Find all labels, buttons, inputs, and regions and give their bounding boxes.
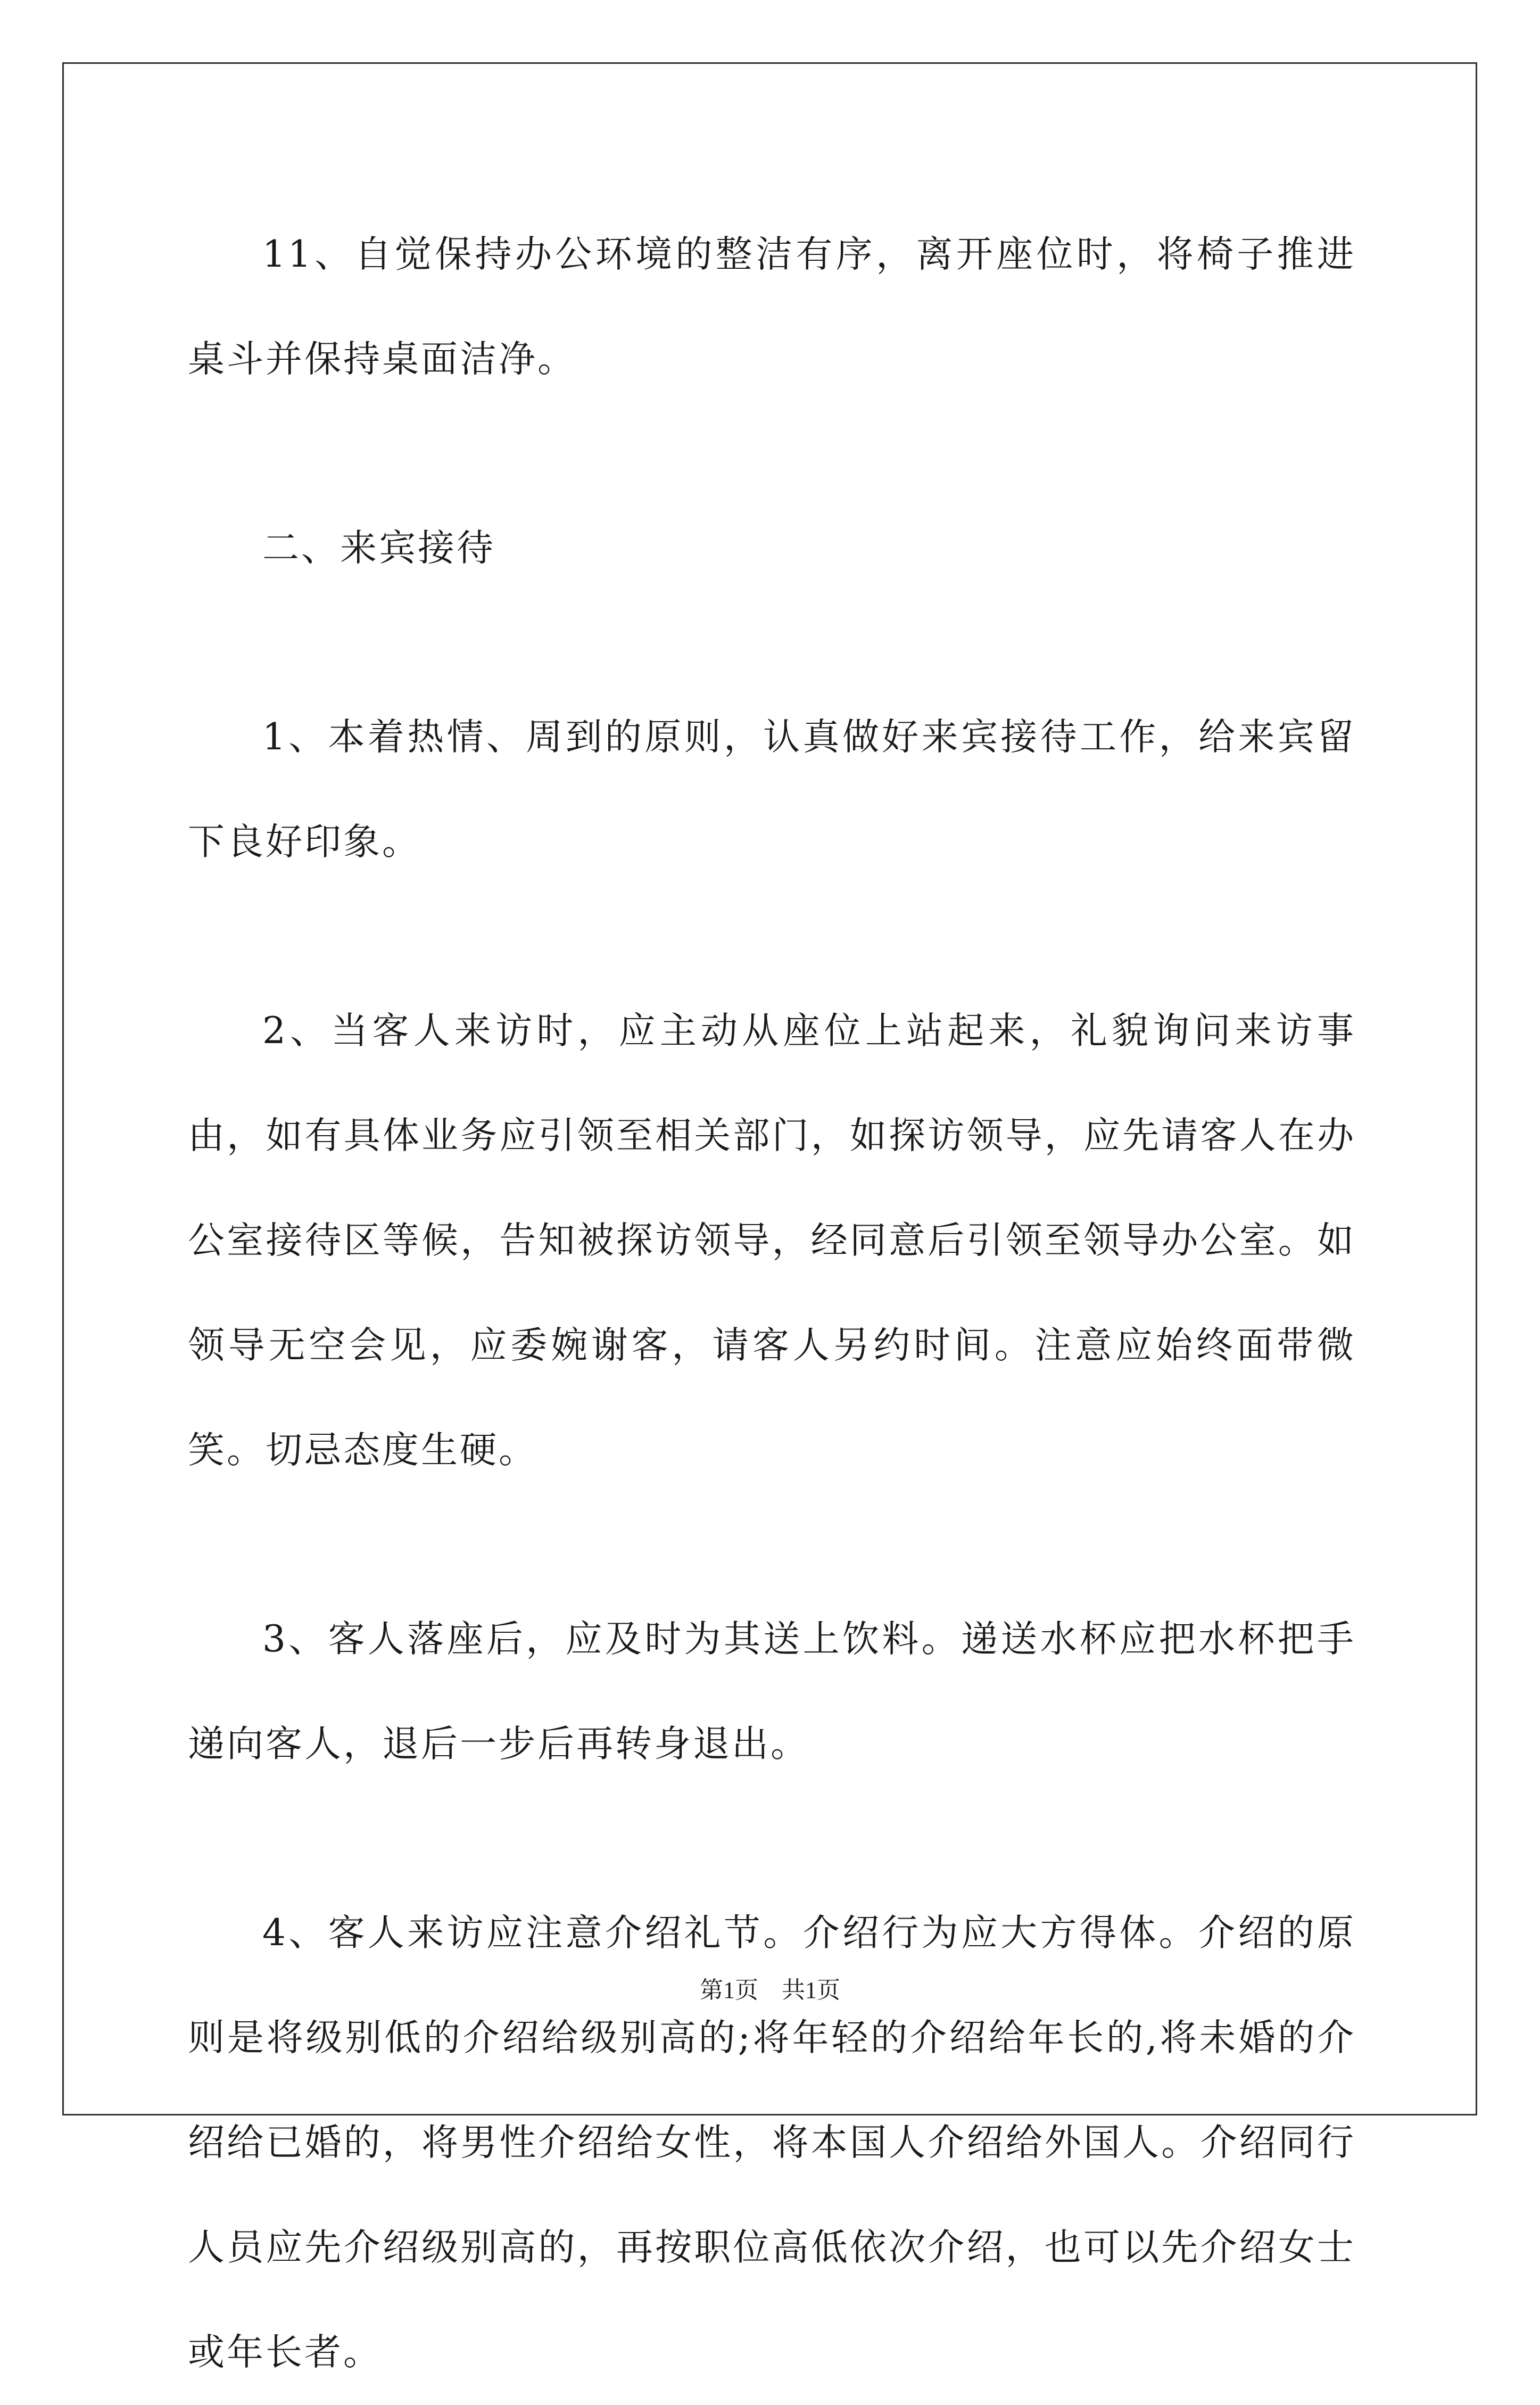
paragraph-item-2: 2、当客人来访时，应主动从座位上站起来，礼貌询问来访事由，如有具体业务应引领至相关部门，如探访领导，应先请客人在办公室接待区等候，告知被探访领导，经同意后引领至领导办公室。如领导无空会见，应委婉谢客，请客人另约时间。注意应始终面带微笑。切忌态度生硬。 bbox=[188, 1010, 1356, 1472]
paragraph-item-11: 11、自觉保持办公环境的整洁有序，离开座位时，将椅子推进桌斗并保持桌面洁净。 bbox=[188, 233, 1356, 381]
paragraph-item-1: 1、本着热情、周到的原则，认真做好来宾接待工作，给来宾留下良好印象。 bbox=[188, 716, 1356, 863]
page-number: 第1页 共1页 bbox=[700, 1977, 840, 2003]
paragraph-item-4: 4、客人来访应注意介绍礼节。介绍行为应大方得体。介绍的原则是将级别低的介绍给级别高的;将年轻的介绍给年长的,将未婚的介绍给已婚的，将男性介绍给女性，将本国人介绍给外国人。介绍同行人员应先介绍级别高的，再按职位高低依次介绍，也可以先介绍女士或年长者。 bbox=[188, 1912, 1356, 2374]
section-heading-reception: 二、来宾接待 bbox=[262, 527, 495, 569]
document-body bbox=[188, 202, 1356, 2405]
paragraph-item-3: 3、客人落座后，应及时为其送上饮料。递送水杯应把水杯把手递向客人，退后一步后再转身退出。 bbox=[188, 1618, 1356, 1765]
